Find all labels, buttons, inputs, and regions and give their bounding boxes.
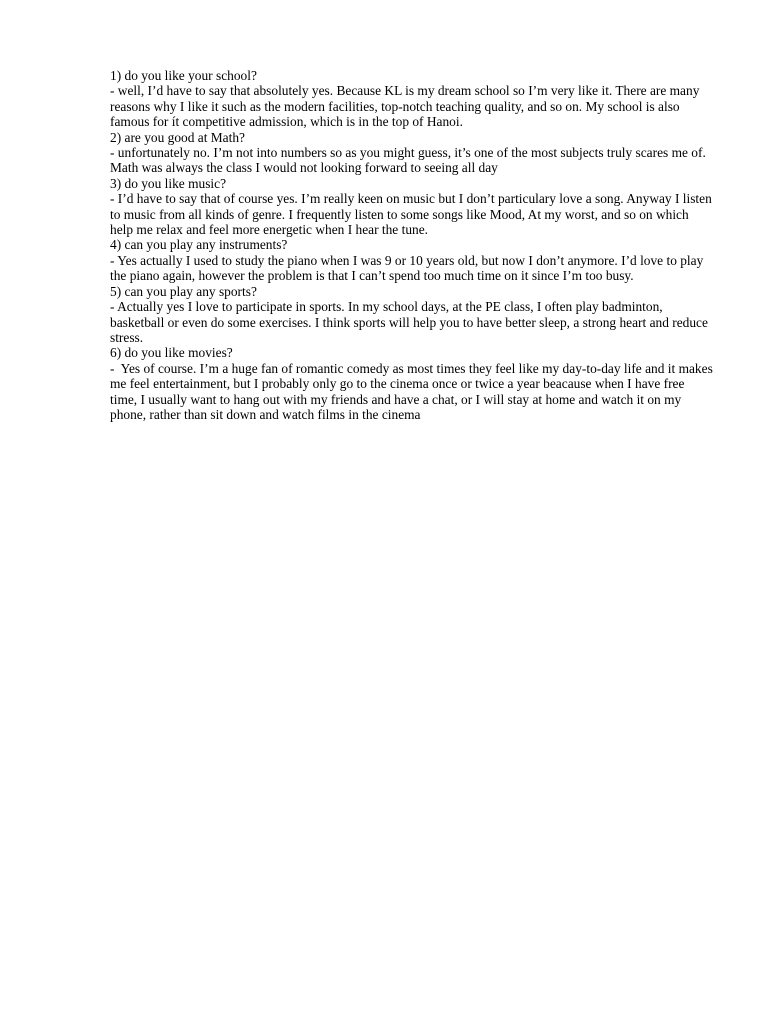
question-2: 2) are you good at Math? xyxy=(110,129,245,145)
answer-3: - I’d have to say that of course yes. I’m really keen on music but I don’t particulary love a song. Anyway I listen to music from all kinds of genre. I frequently listen to some songs like Mood, At my worst, and so on which help me relax and feel more energetic when I hear the tune. xyxy=(110,191,716,238)
question-3: 3) do you like music? xyxy=(110,175,227,191)
document-body xyxy=(110,68,717,422)
answer-2: - unfortunately no. I’m not into numbers so as you might guess, it’s one of the most subjects truly scares me of. Math was always the class I would not looking forward to seeing all day xyxy=(110,145,710,176)
question-1: 1) do you like your school? xyxy=(110,68,257,83)
question-4: 4) can you play any instruments? xyxy=(110,237,288,253)
answer-6: - Yes of course. I’m a huge fan of romantic comedy as most times they feel like my day-to-day life and it makes me feel entertainment, but I probably only go to the cinema once or twice a year beacause when I have free time, I usually want to hang out with my friends and have a chat, or I will stay at home and watch it on my phone, rather than sit down and watch films in the cinema xyxy=(110,360,717,422)
question-6: 6) do you like movies? xyxy=(110,345,233,361)
answer-5: - Actually yes I love to participate in sports. In my school days, at the PE class, I often play badminton, basketball or even do some exercises. I think sports will help you to have better sleep, a strong heart and reduce stress. xyxy=(110,299,712,345)
answer-1: - well, I’d have to say that absolutely yes. Because KL is my dream school so I’m very like it. There are many reasons why I like it such as the modern facilities, top-notch teaching quality, and so on. My school is also famous for ít competitive admission, which is in the top of Hanoi. xyxy=(110,83,703,130)
answer-4: - Yes actually I used to study the piano when I was 9 or 10 years old, but now I don’t anymore. I’d love to play the piano again, however the problem is that I can’t spend too much time on it since I’m too busy. xyxy=(110,252,707,284)
question-5: 5) can you play any sports? xyxy=(110,283,257,299)
